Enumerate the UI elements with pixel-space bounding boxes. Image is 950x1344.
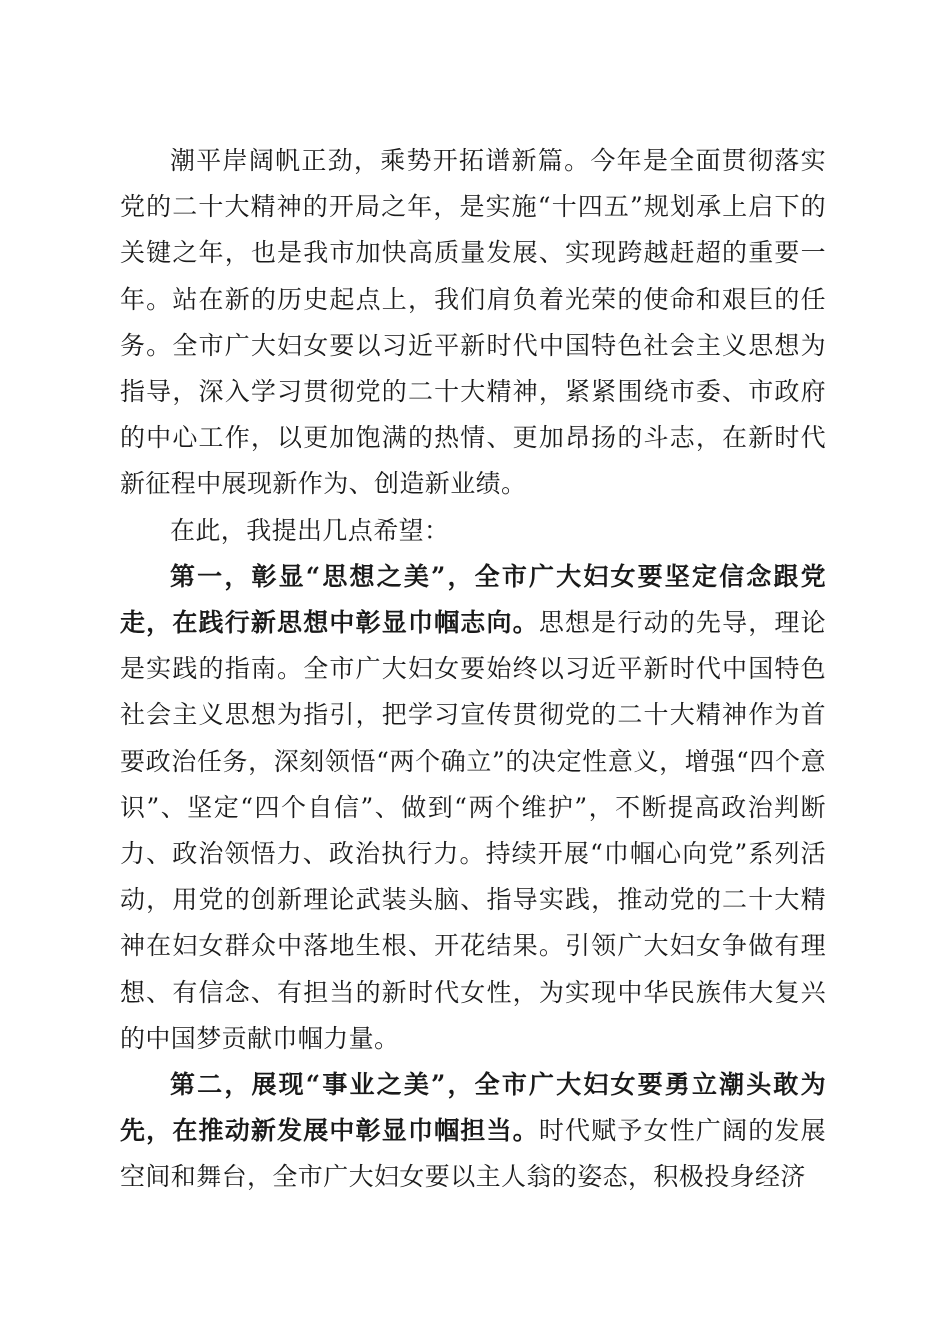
paragraph-first-point	[120, 554, 826, 1062]
first-point-heading: 第一，彰显“思想之美”，全市广大妇女要坚定信念跟党走，在践行新思想中彰显巾帼志向。	[120, 561, 826, 638]
paragraph-opening	[120, 138, 826, 508]
first-point-body: 思想是行动的先导，理论是实践的指南。全市广大妇女要始终以习近平新时代中国特色社会主义思想为指引，把学习宣传贯彻党的二十大精神作为首要政治任务，深刻领悟“两个确立”的决定性意义，增强“四个意识”、坚定“四个自信”、做到“两个维护”，不断提高政治判断力、政治领悟力、政治执行力。持续开展“巾帼心向党”系列活动，用党的创新理论武装头脑、指导实践，推动党的二十大精神在妇女群众中落地生根、开花结果。引领广大妇女争做有理想、有信念、有担当的新时代女性，为实现中华民族伟大复兴的中国梦贡献巾帼力量。	[120, 608, 826, 1053]
second-point-body: 时代赋予女性广阔的发展空间和舞台，全市广大妇女要以主人翁的姿态，积极投身经济	[120, 1116, 826, 1192]
paragraph-opening-text: 潮平岸阔帆正劲，乘势开拓谱新篇。今年是全面贯彻落实党的二十大精神的开局之年，是实施“十四五”规划承上启下的关键之年，也是我市加快高质量发展、实现跨越赶超的重要一年。站在新的历史起点上，我们肩负着光荣的使命和艰巨的任务。全市广大妇女要以习近平新时代中国特色社会主义思想为指导，深入学习贯彻党的二十大精神，紧紧围绕市委、市政府的中心工作，以更加饱满的热情、更加昂扬的斗志，在新时代新征程中展现新作为、创造新业绩。	[120, 146, 826, 499]
second-point-heading: 第二，展现“事业之美”，全市广大妇女要勇立潮头敢为先，在推动新发展中彰显巾帼担当。	[120, 1070, 826, 1146]
document-page	[120, 138, 826, 1201]
paragraph-hopes-intro-text: 在此，我提出几点希望：	[170, 515, 450, 545]
paragraph-second-point	[120, 1062, 826, 1201]
paragraph-hopes-intro	[120, 508, 826, 554]
